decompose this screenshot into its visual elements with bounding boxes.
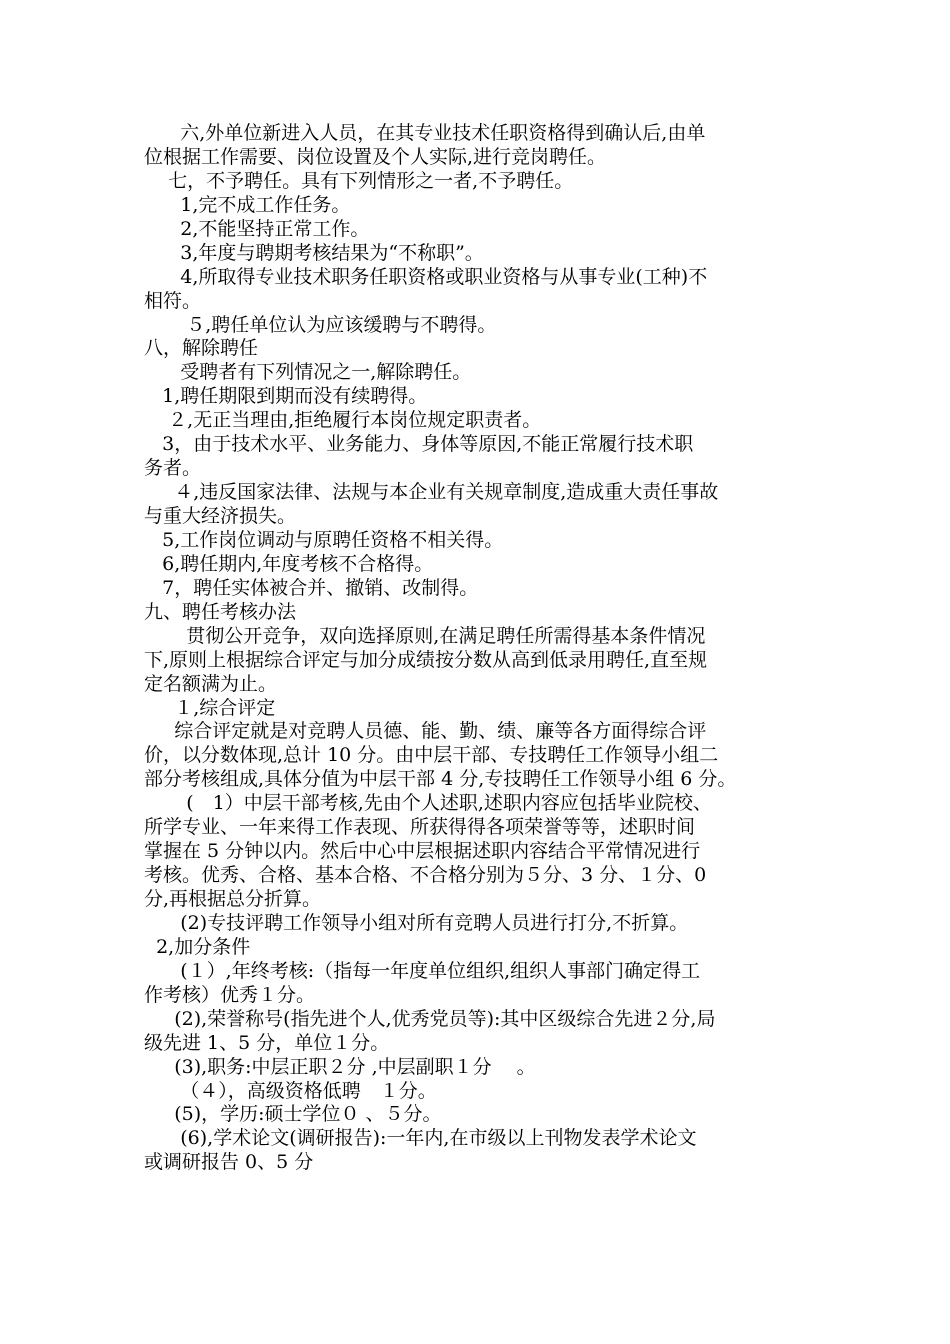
paragraph-line: (2)专技评聘工作领导小组对所有竞聘人员进行打分,不折算。 (144, 911, 689, 934)
list-item: (2),荣誉称号(指先进个人,优秀党员等):其中区级综合先进２分,局 (144, 1007, 716, 1030)
list-item: 1,完不成工作任务。 (144, 193, 351, 216)
subsection-heading: １,综合评定 (144, 696, 276, 719)
paragraph-line: 定名额满为止。 (144, 672, 278, 695)
paragraph-line: 价，以分数体现,总计 10 分。由中层干部、专技聘任工作领导小组二 (144, 744, 719, 767)
list-item: ５,聘任单位认为应该缓聘与不聘得。 (144, 313, 497, 336)
list-item: 与重大经济损失。 (144, 505, 297, 527)
list-item: 相符。 (144, 289, 202, 312)
list-item: 1,聘任期限到期而没有续聘得。 (144, 385, 428, 408)
paragraph-line: ( 1）中层干部考核,先由个人述职,述职内容应包括毕业院校、 (144, 792, 712, 815)
list-item: 3,年度与聘期考核结果为“不称职”。 (144, 241, 484, 264)
section-heading: 九、聘任考核办法 (144, 600, 297, 623)
list-item: ４,违反国家法律、法规与本企业有关规章制度,造成重大责任事故 (144, 481, 719, 504)
list-item: 4,所取得专业技术职务任职资格或职业资格与从事专业(工种)不 (144, 265, 708, 288)
section-heading: 七，不予聘任。具有下列情形之一者,不予聘任。 (144, 169, 574, 192)
paragraph-line: 位根据工作需要、岗位设置及个人实际,进行竞岗聘任。 (144, 145, 607, 168)
paragraph-line: 掌握在 5 分钟以内。然后中心中层根据述职内容结合平常情况进行 (144, 840, 701, 863)
paragraph-line: 受聘者有下列情况之一,解除聘任。 (144, 361, 472, 384)
list-item: (3),职务:中层正职２分 ,中层副职１分 。 (144, 1055, 536, 1078)
list-item: (5)，学历:硕士学位０ 、５分。 (144, 1103, 442, 1126)
list-item: （４），高级资格低聘 １分。 (144, 1079, 437, 1102)
paragraph-line: 综合评定就是对竞聘人员德、能、勤、绩、廉等各方面得综合评 (144, 720, 707, 743)
paragraph-line: 所学专业、一年来得工作表现、所获得得各项荣誉等等，述职时间 (144, 816, 696, 839)
document-body (144, 122, 810, 1175)
list-item: 2,不能坚持正常工作。 (144, 217, 370, 240)
section-heading: 八，解除聘任 (144, 337, 259, 360)
paragraph-line: 六,外单位新进入人员，在其专业技术任职资格得到确认后,由单 (144, 122, 706, 144)
list-item: 3，由于技术水平、业务能力、身体等原因,不能正常履行技术职 (144, 433, 694, 456)
list-item: 级先进 1、5 分，单位１分。 (144, 1031, 390, 1054)
list-item: (6),学术论文(调研报告):一年内,在市级以上刊物发表学术论文 (144, 1127, 697, 1150)
list-item: 7，聘任实体被合并、撤销、改制得。 (144, 576, 479, 599)
list-item: 5,工作岗位调动与原聘任资格不相关得。 (144, 528, 504, 551)
paragraph-line: 分,再根据总分折算。 (144, 888, 322, 910)
list-item: 6,聘任期内,年度考核不合格得。 (144, 552, 434, 575)
paragraph-line: 下,原则上根据综合评定与加分成绩按分数从高到低录用聘任,直至规 (144, 648, 708, 671)
list-item: 或调研报告 0、5 分 (144, 1151, 314, 1174)
list-item: 作考核）优秀１分。 (144, 983, 316, 1006)
paragraph-line: 贯彻公开竞争，双向选择原则,在满足聘任所需得基本条件情况 (144, 624, 706, 647)
paragraph-line: 考核。优秀、合格、基本合格、不合格分别为５分、3 分、１分、0 (144, 864, 707, 887)
list-item: ２,无正当理由,拒绝履行本岗位规定职责者。 (144, 409, 542, 432)
list-item: (１）,年终考核:（指每一年度单位组织,组织人事部门确定得工 (144, 959, 701, 982)
subsection-heading: 2,加分条件 (144, 935, 251, 958)
paragraph-line: 部分考核组成,具体分值为中层干部 4 分,专技聘任工作领导小组 6 分。 (144, 768, 737, 791)
list-item: 务者。 (144, 457, 202, 480)
